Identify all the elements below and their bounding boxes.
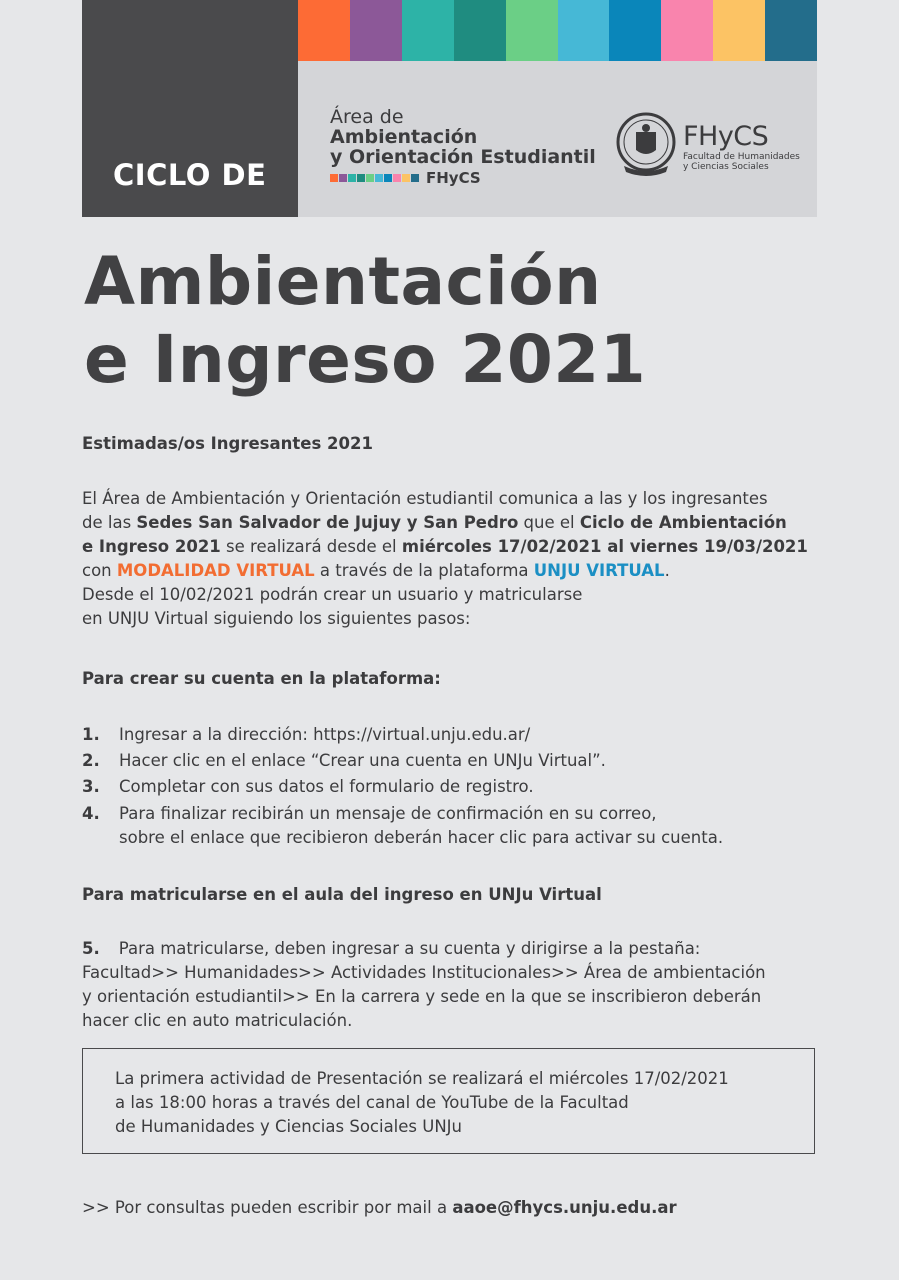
page-title (84, 243, 646, 399)
notice-box (82, 1048, 815, 1154)
step-text-continued: sobre el enlace que recibieron deberán hacer clic para activar su cuenta. (119, 828, 724, 847)
color-stripe (402, 0, 454, 61)
step5-line4: hacer clic en auto matriculación. (82, 1011, 353, 1030)
contact-line (82, 1196, 677, 1220)
mini-color-stripe (375, 174, 383, 182)
area-logo-fhycs: FHyCS (426, 169, 481, 187)
university-seal-icon (616, 110, 676, 182)
mini-color-stripe (366, 174, 374, 182)
list-item (82, 723, 530, 747)
step5-paragraph (82, 937, 766, 1033)
mini-color-stripe (393, 174, 401, 182)
account-heading: Para crear su cuenta en la plataforma: (82, 669, 441, 688)
step5-line1: 5. Para matricularse, deben ingresar a su cuenta y dirigirse a la pestaña: (82, 939, 701, 958)
enroll-heading: Para matricularse en el aula del ingreso en UNJu Virtual (82, 885, 602, 904)
fhycs-logo-title: FHyCS (683, 121, 769, 152)
intro-paragraph (82, 487, 808, 631)
mini-color-stripe (348, 174, 356, 182)
step-text: Para finalizar recibirán un mensaje de confirmación en su correo, (119, 804, 657, 823)
step-text: Hacer clic en el enlace “Crear una cuenta en UNJu Virtual”. (119, 751, 606, 770)
title-line2: e Ingreso 2021 (84, 321, 647, 398)
area-logo-line2: Ambientación (330, 126, 478, 148)
title-line1: Ambientación (84, 243, 602, 320)
step5-line2: Facultad>> Humanidades>> Actividades Institucionales>> Área de ambientación (82, 963, 766, 982)
ciclo-de-label: CICLO DE (113, 158, 267, 192)
step-number: 2. (82, 751, 100, 770)
intro-line4: con MODALIDAD VIRTUAL a través de la plataforma UNJU VIRTUAL. (82, 561, 670, 580)
notice-line3: de Humanidades y Ciencias Sociales UNJu (115, 1117, 462, 1136)
mini-color-stripe (357, 174, 365, 182)
fhycs-logo (683, 122, 800, 172)
mini-color-stripe (339, 174, 347, 182)
color-stripe (298, 0, 350, 61)
contact-prefix: >> Por consultas pueden escribir por mail a (82, 1198, 453, 1217)
area-logo-line1: Área de (330, 106, 404, 128)
mini-color-stripe (411, 174, 419, 182)
area-logo (330, 107, 630, 187)
contact-email-link[interactable]: aaoe@fhycs.unju.edu.ar (452, 1198, 677, 1217)
color-stripe (765, 0, 817, 61)
color-stripe (609, 0, 661, 61)
modalidad-virtual-highlight: MODALIDAD VIRTUAL (116, 561, 315, 580)
intro-line3: e Ingreso 2021 se realizará desde el miércoles 17/02/2021 al viernes 19/03/2021 (82, 537, 808, 556)
notice-line1: La primera actividad de Presentación se realizará el miércoles 17/02/2021 (115, 1069, 729, 1088)
color-stripe (454, 0, 506, 61)
intro-line2: de las Sedes San Salvador de Jujuy y San Pedro que el Ciclo de Ambientación (82, 513, 787, 532)
mini-color-stripe (384, 174, 392, 182)
fhycs-logo-sub2: y Ciencias Sociales (683, 162, 769, 172)
color-stripe (506, 0, 558, 61)
intro-line5: Desde el 10/02/2021 podrán crear un usuario y matricularse (82, 585, 583, 604)
color-stripes (298, 0, 817, 61)
color-stripe (350, 0, 402, 61)
color-stripe (713, 0, 765, 61)
header-banner (82, 0, 817, 217)
header-dark-block (82, 0, 298, 217)
step-number: 4. (82, 804, 100, 823)
greeting: Estimadas/os Ingresantes 2021 (82, 434, 373, 453)
fhycs-logo-sub1: Facultad de Humanidades (683, 152, 800, 162)
mini-color-stripe (330, 174, 338, 182)
area-logo-line3: y Orientación Estudiantil (330, 146, 596, 168)
intro-line1: El Área de Ambientación y Orientación estudiantil comunica a las y los ingresantes (82, 489, 768, 508)
step-text: Completar con sus datos el formulario de registro. (119, 777, 534, 796)
unju-virtual-highlight: UNJU VIRTUAL (533, 561, 665, 580)
list-item (82, 749, 606, 773)
header-light-block (298, 0, 817, 217)
step5-line3: y orientación estudiantil>> En la carrera y sede en la que se inscribieron deberán (82, 987, 762, 1006)
step-number: 3. (82, 777, 100, 796)
intro-line6: en UNJU Virtual siguiendo los siguientes pasos: (82, 609, 471, 628)
step-number: 1. (82, 725, 100, 744)
list-item (82, 802, 723, 850)
list-item (82, 775, 534, 799)
color-stripe (558, 0, 610, 61)
step-text: Ingresar a la dirección: https://virtual.unju.edu.ar/ (119, 725, 531, 744)
color-stripe (661, 0, 713, 61)
step-number: 5. (82, 939, 100, 958)
mini-color-stripes (330, 174, 420, 182)
notice-line2: a las 18:00 horas a través del canal de YouTube de la Facultad (115, 1093, 629, 1112)
mini-color-stripe (402, 174, 410, 182)
